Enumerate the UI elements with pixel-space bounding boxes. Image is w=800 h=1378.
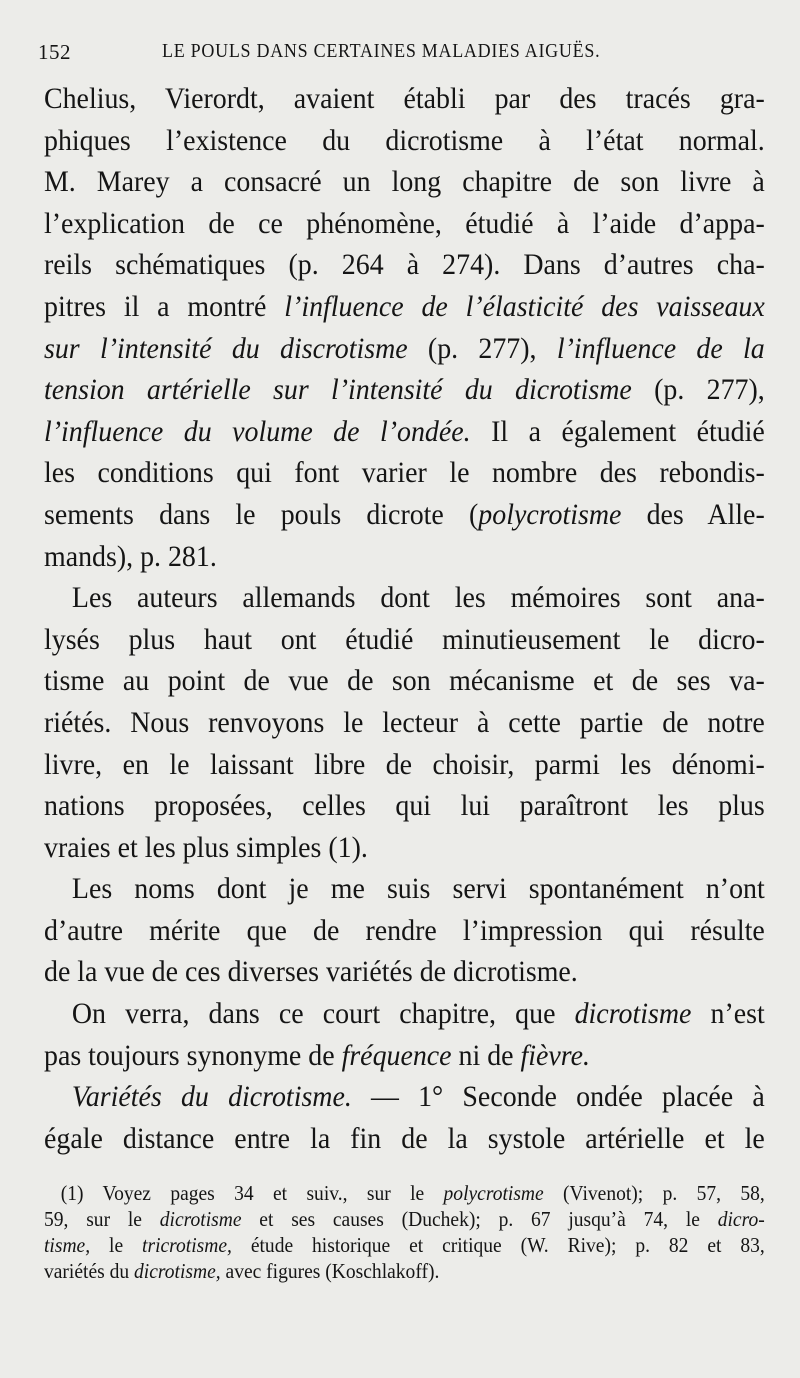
text-line xyxy=(44,286,765,328)
text-run: des Alle- xyxy=(621,497,765,531)
text-line xyxy=(44,452,765,494)
italic-text: polycrotisme xyxy=(478,497,622,531)
text-line xyxy=(44,993,765,1035)
text-line xyxy=(44,494,765,536)
text-line xyxy=(44,78,765,120)
italic-text: l’influence du volume de l’ondée. xyxy=(44,414,471,448)
text-line xyxy=(44,827,765,869)
italic-text: dicrotisme xyxy=(159,1207,242,1231)
text-run: égale distance entre la fin de la systole artérielle et le xyxy=(44,1121,765,1155)
text-line xyxy=(44,411,765,453)
text-run: de la vue de ces diverses variétés de dicrotisme. xyxy=(44,955,578,989)
text-line xyxy=(44,744,765,786)
page-header xyxy=(38,40,758,76)
text-line xyxy=(44,702,765,744)
footnote-line xyxy=(44,1258,765,1284)
italic-text: dicrotisme, xyxy=(134,1259,221,1283)
text-run: n’est xyxy=(691,997,765,1031)
text-run: (p. 277), xyxy=(631,373,765,407)
italic-text: polycrotisme xyxy=(443,1181,544,1205)
text-run: variétés du xyxy=(44,1259,135,1283)
text-run: tisme au point de vue de son mécanisme et de ses va- xyxy=(44,664,765,698)
text-run: — 1° Seconde ondée placée à xyxy=(351,1080,765,1114)
italic-text: sur l’intensité du discrotisme xyxy=(44,331,408,365)
text-line xyxy=(44,660,765,702)
italic-text: fièvre. xyxy=(520,1038,590,1072)
text-line xyxy=(44,369,765,411)
footnote-line xyxy=(44,1180,765,1206)
text-run: l’explication de ce phénomène, étudié à l’aide d’appa- xyxy=(44,206,765,240)
italic-text: l’influence de la xyxy=(556,331,765,365)
text-line xyxy=(44,1118,765,1160)
text-run: reils schématiques (p. 264 à 274). Dans d’autres cha- xyxy=(44,248,765,282)
text-run: M. Marey a consacré un long chapitre de son livre à xyxy=(44,165,765,199)
text-line xyxy=(44,536,765,578)
text-line xyxy=(44,203,765,245)
footnote-line xyxy=(44,1206,765,1232)
text-run: lysés plus haut ont étudié minutieusement le dicro- xyxy=(44,622,765,656)
footnote-line xyxy=(44,1232,765,1258)
text-run: Les auteurs allemands dont les mémoires sont ana- xyxy=(71,581,765,615)
text-run: (p. 277), xyxy=(407,331,557,365)
text-line xyxy=(44,951,765,993)
text-run: et ses causes (Duchek); p. 67 jusqu’à 74, le xyxy=(241,1207,718,1231)
text-run: sements dans le pouls dicrote ( xyxy=(44,497,479,531)
text-line xyxy=(44,328,765,370)
italic-text: dicrotisme xyxy=(574,997,692,1031)
italic-text: tisme, xyxy=(44,1233,91,1257)
italic-text: Variétés du dicrotisme. xyxy=(71,1080,352,1114)
text-run: d’autre mérite que de rendre l’impression qui résulte xyxy=(44,913,765,947)
text-run: Les noms dont je me suis servi spontanément n’ont xyxy=(71,872,765,906)
text-run: le xyxy=(90,1233,143,1257)
text-run: On verra, dans ce court chapitre, que xyxy=(71,997,575,1031)
text-run: Il a également étudié xyxy=(470,414,765,448)
text-line xyxy=(44,910,765,952)
text-line xyxy=(44,1035,765,1077)
italic-text: l’influence de l’élasticité des vaisseaux xyxy=(284,289,765,323)
italic-text: dicro- xyxy=(717,1207,765,1231)
text-run: pitres il a montré xyxy=(44,289,285,323)
italic-text: tricrotisme, xyxy=(142,1233,232,1257)
text-run: les conditions qui font varier le nombre des rebondis- xyxy=(44,456,765,490)
text-line xyxy=(44,120,765,162)
text-line xyxy=(44,619,765,661)
text-line xyxy=(44,868,765,910)
text-run: vraies et les plus simples (1). xyxy=(44,830,368,864)
text-run: (Vivenot); p. 57, 58, xyxy=(543,1181,765,1205)
italic-text: tension artérielle sur l’intensité du dicrotisme xyxy=(44,373,632,407)
running-title: LE POULS DANS CERTAINES MALADIES AIGUËS. xyxy=(162,40,601,62)
text-line xyxy=(44,785,765,827)
text-run: nations proposées, celles qui lui paraîtront les plus xyxy=(44,789,765,823)
text-run: avec figures (Koschlakoff). xyxy=(220,1259,440,1283)
footnotes xyxy=(44,1180,764,1284)
italic-text: fréquence xyxy=(341,1038,452,1072)
text-run: riétés. Nous renvoyons le lecteur à cette partie de notre xyxy=(44,705,765,739)
text-run: ni de xyxy=(451,1038,521,1072)
text-run: phiques l’existence du dicrotisme à l’état normal. xyxy=(44,123,765,157)
text-line xyxy=(44,161,765,203)
body-text xyxy=(44,78,764,1159)
text-run: (1) Voyez pages 34 et suiv., sur le xyxy=(60,1181,444,1205)
text-run: 59, sur le xyxy=(44,1207,160,1231)
text-run: mands), p. 281. xyxy=(44,539,217,573)
text-run: étude historique et critique (W. Rive); p. 82 et 83, xyxy=(231,1233,765,1257)
text-run: pas toujours synonyme de xyxy=(44,1038,342,1072)
text-run: livre, en le laissant libre de choisir, parmi les dénomi- xyxy=(44,747,765,781)
text-line xyxy=(44,1076,765,1118)
text-run: Chelius, Vierordt, avaient établi par des tracés gra- xyxy=(44,82,765,115)
text-line xyxy=(44,244,765,286)
text-line xyxy=(44,577,765,619)
page-number: 152 xyxy=(38,40,71,64)
